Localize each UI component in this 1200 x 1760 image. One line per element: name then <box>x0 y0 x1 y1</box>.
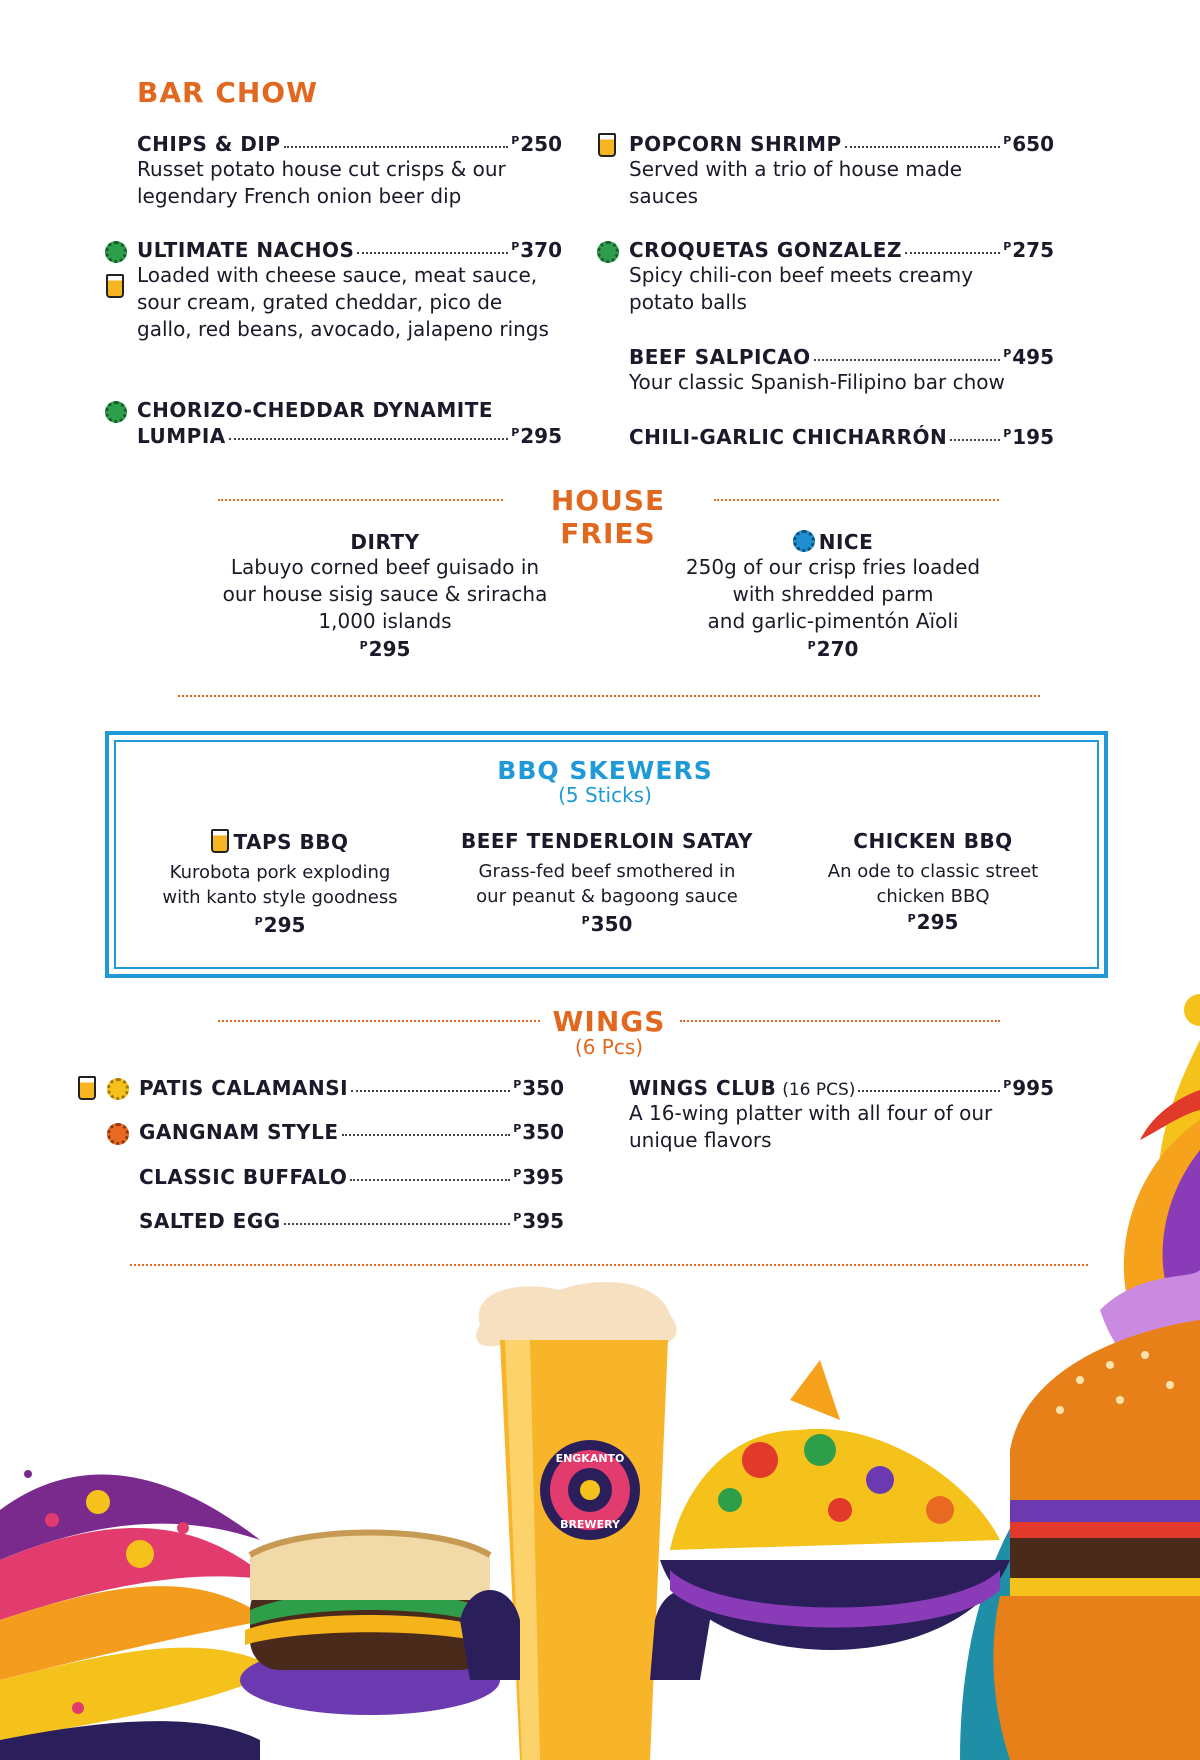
item-name: CROQUETAS GONZALEZ <box>629 238 902 262</box>
item-description: Russet potato house cut crisps & our legendary French onion beer dip <box>137 157 506 208</box>
item-price: $^P$295 <box>907 910 959 934</box>
leader-dots <box>229 438 508 440</box>
item-description: Served with a trio of house made sauces <box>629 157 963 208</box>
section-title-bbq-skewers: BBQ SKEWERS <box>497 756 713 785</box>
leader-dots <box>814 359 1001 361</box>
item-description-line2: with kanto style goodness <box>162 887 398 908</box>
item-price: $^P$650 <box>1003 132 1054 156</box>
menu-item-nice-fries <box>633 530 1033 661</box>
item-name: CLASSIC BUFFALO <box>139 1165 348 1189</box>
menu-item-popcorn-shrimp <box>629 132 1054 210</box>
section-subtitle: (5 Sticks) <box>558 783 652 807</box>
logo-text-line1: ENGKANTO <box>555 1452 625 1465</box>
item-name: CHILI-GARLIC CHICHARRÓN <box>629 425 948 449</box>
menu-item-chicharron <box>629 425 1054 449</box>
leader-dots <box>905 252 1000 254</box>
item-description: Spicy chili-con beef meets creamy potato balls <box>629 263 974 314</box>
item-description-line3: and garlic-pimentón Aïoli <box>707 609 959 633</box>
item-name: PATIS CALAMANSI <box>139 1076 349 1100</box>
item-price: $^P$495 <box>1003 345 1054 369</box>
menu-item-chips-dip <box>137 132 562 210</box>
item-description: A 16-wing platter with all four of our unique flavors <box>629 1101 993 1152</box>
divider-line <box>178 695 1040 697</box>
beer-icon <box>106 274 124 298</box>
item-price: $^P$195 <box>1003 425 1054 449</box>
item-price: $^P$350 <box>513 1120 564 1144</box>
item-price: $^P$295 <box>254 913 306 937</box>
item-price: $^P$295 <box>511 424 562 448</box>
item-name: TAPS BBQ <box>233 830 349 854</box>
beer-icon <box>598 133 616 157</box>
item-name-row <box>633 530 1033 554</box>
item-name: SALTED EGG <box>139 1209 281 1233</box>
item-description-line2: our house sisig sauce & sriracha <box>222 582 548 606</box>
divider-line <box>714 499 999 501</box>
vegetarian-icon <box>105 401 127 423</box>
item-price: $^P$295 <box>359 637 411 661</box>
food-illustration <box>0 980 1200 1760</box>
section-title-house-fries: HOUSE FRIES <box>550 484 666 550</box>
item-name: POPCORN SHRIMP <box>629 132 842 156</box>
menu-item-dynamite-lumpia <box>137 398 562 448</box>
item-description-line1: Kurobota pork exploding <box>169 862 391 883</box>
item-description-line2: our peanut & bagoong sauce <box>476 886 738 907</box>
item-description-line1: Grass-fed beef smothered in <box>478 861 736 882</box>
menu-item-taps-bbq <box>140 829 420 937</box>
item-name-row <box>140 829 420 854</box>
item-name-line1: CHORIZO-CHEDDAR DYNAMITE <box>137 398 494 422</box>
item-name: DIRTY <box>350 530 420 554</box>
item-price: $^P$995 <box>1003 1076 1054 1100</box>
item-name: NICE <box>818 530 874 554</box>
item-price: $^P$350 <box>581 912 633 936</box>
item-name: CHICKEN BBQ <box>853 829 1013 853</box>
item-quantity: (16 PCS) <box>782 1080 856 1100</box>
item-description-line2: chicken BBQ <box>876 886 990 907</box>
item-description-line1: An ode to classic street <box>827 861 1039 882</box>
section-title-bar-chow: BAR CHOW <box>137 76 318 109</box>
item-price: $^P$275 <box>1003 238 1054 262</box>
item-description: Your classic Spanish-Filipino bar chow <box>629 370 1005 394</box>
item-price: $^P$350 <box>513 1076 564 1100</box>
menu-item-beef-satay <box>437 829 777 936</box>
vegetarian-icon <box>105 241 127 263</box>
item-name-line2: LUMPIA <box>137 424 226 448</box>
leader-dots <box>950 439 1000 441</box>
item-name: GANGNAM STYLE <box>139 1120 339 1144</box>
item-price: $^P$395 <box>513 1165 564 1189</box>
menu-item-ultimate-nachos <box>137 238 562 343</box>
section-subtitle: (6 Pcs) <box>574 1035 644 1059</box>
item-description-line1: 250g of our crisp fries loaded <box>685 555 981 579</box>
item-price: $^P$250 <box>511 132 562 156</box>
item-description-line1: Labuyo corned beef guisado in <box>230 555 540 579</box>
menu-item-chicken-bbq <box>793 829 1073 934</box>
divider-line <box>218 499 503 501</box>
item-price: $^P$370 <box>511 238 562 262</box>
item-name: CHIPS & DIP <box>137 132 281 156</box>
item-name: ULTIMATE NACHOS <box>137 238 355 262</box>
section-title-wings: WINGS <box>552 1005 666 1038</box>
item-description-line2: with shredded parm <box>732 582 934 606</box>
menu-item-beef-salpicao <box>629 345 1054 396</box>
menu-item-dirty-fries <box>185 530 585 661</box>
leader-dots <box>284 146 509 148</box>
beer-icon <box>211 829 229 853</box>
item-price: $^P$270 <box>807 637 859 661</box>
leader-dots <box>845 146 1001 148</box>
item-price: $^P$395 <box>513 1209 564 1233</box>
vegetarian-icon <box>597 241 619 263</box>
menu-item-croquetas <box>629 238 1054 316</box>
item-name: WINGS CLUB <box>629 1076 777 1100</box>
blue-badge-icon <box>793 530 815 552</box>
item-description-line3: 1,000 islands <box>318 609 452 633</box>
leader-dots <box>357 252 508 254</box>
item-description: Loaded with cheese sauce, meat sauce, sour cream, grated cheddar, pico de gallo, red beans, avocado, jalapeno rings <box>137 263 549 341</box>
item-name: BEEF SALPICAO <box>629 345 811 369</box>
logo-text-line2: BREWERY <box>560 1518 620 1531</box>
item-name: BEEF TENDERLOIN SATAY <box>460 829 754 853</box>
